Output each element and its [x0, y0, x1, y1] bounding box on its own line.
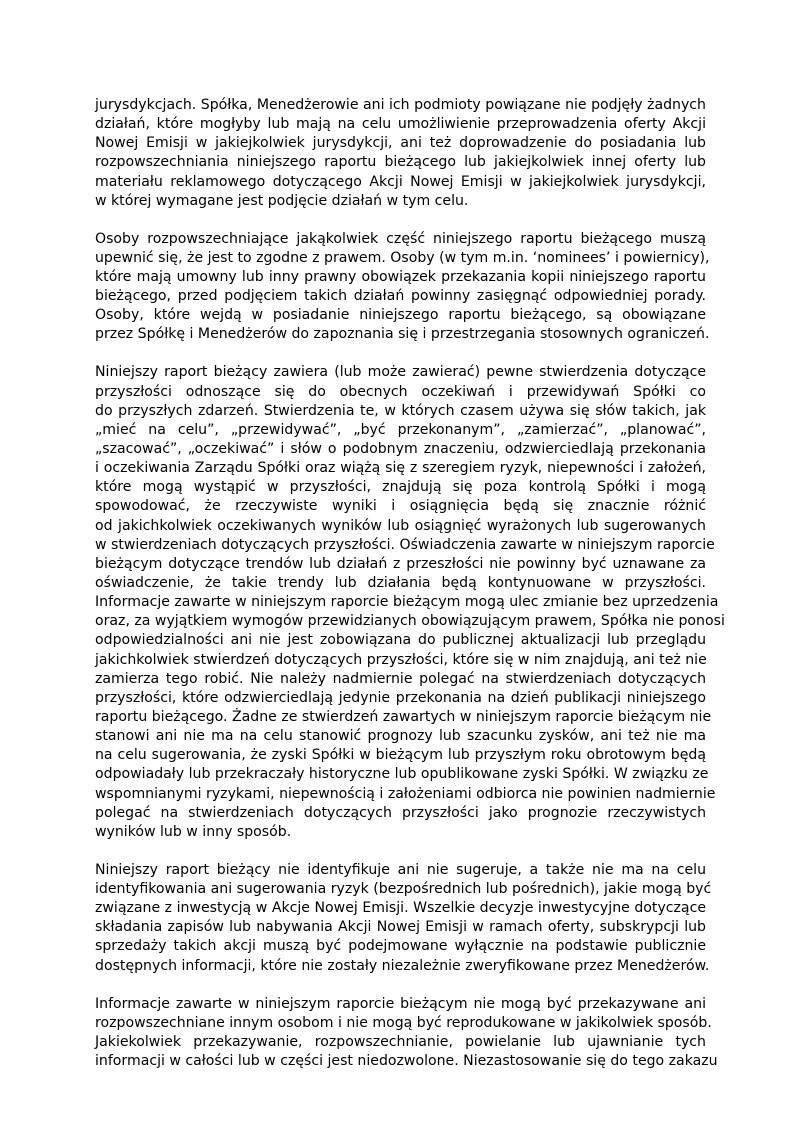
- paragraph-line: przyszłości, które odzwierciedlają jedynie przekonania na dzień publikacji niniejszego: [95, 689, 706, 706]
- paragraph-line: na celu sugerowania, że zyski Spółki w bieżącym lub przyszłym roku obrotowym będą: [95, 747, 706, 764]
- body-paragraph: [95, 230, 710, 345]
- paragraph-line: sprzedaży takich akcji muszą być podejmowane wyłącznie na podstawie publicznie: [95, 938, 706, 955]
- paragraph-line: działań, które mogłyby lub mają na celu umożliwienie przeprowadzenia oferty Akcji: [95, 116, 706, 133]
- paragraph-line: oświadczenie, że takie trendy lub działania będą kontynuowane w przyszłości.: [95, 575, 706, 592]
- paragraph-line: rozpowszechniane innym osobom i nie mogą być reprodukowane w jakikolwiek sposób.: [95, 1014, 712, 1031]
- paragraph-line: Nowej Emisji w jakiejkolwiek jurysdykcji, ani też doprowadzenie do posiadania lub: [95, 135, 706, 152]
- paragraph-line: Osoby, które wejdą w posiadanie niniejszego raportu bieżącego, są obowiązane: [95, 307, 706, 324]
- paragraph-line: zamierza tego robić. Nie należy nadmiernie polegać na stwierdzeniach dotyczących: [95, 670, 706, 687]
- paragraph-line: oraz, za wyjątkiem wymogów przewidzianych obowiązującym prawem, Spółka nie ponosi: [95, 613, 725, 630]
- paragraph-line: stanowi ani nie ma na celu stanowić prognozy lub szacunku zysków, ani też nie ma: [95, 728, 706, 745]
- paragraph-line: identyfikowania ani sugerowania ryzyk (bezpośrednich lub pośrednich), jakie mogą być: [95, 881, 712, 898]
- paragraph-line: Osoby rozpowszechniające jakąkolwiek część niniejszego raportu bieżącego muszą: [95, 230, 706, 247]
- paragraph-line: Informacje zawarte w niniejszym raporcie bieżącym nie mogą być przekazywane ani: [95, 995, 706, 1012]
- paragraph-line: przyszłości odnoszące się do obecnych oczekiwań i przewidywań Spółki co: [95, 383, 706, 400]
- paragraph-line: do przyszłych zdarzeń. Stwierdzenia te, w których czasem używa się słów takich, jak: [95, 402, 706, 419]
- paragraph-line: dostępnych informacji, które nie zostały niezależnie zweryfikowane przez Menedżerów.: [95, 957, 710, 974]
- document-page: [95, 96, 725, 1090]
- paragraph-line: „mieć na celu”, „przewidywać”, „być przekonanym”, „zamierzać”, „planować”,: [95, 421, 706, 438]
- paragraph-line: które mogą wystąpić w przyszłości, znajdują się poza kontrolą Spółki i mogą: [95, 479, 706, 496]
- paragraph-line: odpowiedzialności ani nie jest zobowiązana do publicznej aktualizacji lub przeglądu: [95, 632, 706, 649]
- paragraph-line: w stwierdzeniach dotyczących przyszłości. Oświadczenia zawarte w niniejszym raporcie: [95, 536, 715, 553]
- paragraph-line: jakichkolwiek stwierdzeń dotyczących przyszłości, które się w nim znajdują, ani też nie: [95, 651, 707, 668]
- paragraph-line: wyników lub w inny sposób.: [95, 823, 292, 840]
- paragraph-line: które mają umowny lub inny prawny obowiązek przekazania kopii niniejszego raportu: [95, 269, 706, 286]
- paragraph-line: wspomnianymi ryzykami, niepewnością i założeniami odbiorca nie powinien nadmiernie: [95, 785, 716, 802]
- paragraph-line: przez Spółkę i Menedżerów do zapoznania się i przestrzegania stosownych ograniczeń.: [95, 326, 710, 343]
- paragraph-line: spowodować, że rzeczywiste wyniki i osiągnięcia będą się znacznie różnić: [95, 498, 706, 515]
- paragraph-line: jurysdykcjach. Spółka, Menedżerowie ani ich podmioty powiązane nie podjęły żadnych: [95, 97, 706, 113]
- paragraph-line: raportu bieżącego. Żadne ze stwierdzeń zawartych w niniejszym raporcie bieżącym nie: [95, 709, 712, 725]
- paragraph-line: materiału reklamowego dotyczącego Akcji Nowej Emisji w jakiejkolwiek jurysdykcji,: [95, 173, 706, 190]
- paragraph-line: Jakiekolwiek przekazywanie, rozpowszechnianie, powielanie lub ujawnianie tych: [95, 1033, 706, 1050]
- paragraph-line: od jakichkolwiek oczekiwanych wyników lub osiągnięć wyrażonych lub sugerowanych: [95, 517, 706, 534]
- body-paragraph: [95, 363, 725, 842]
- paragraph-line: składania zapisów lub nabywania Akcji Nowej Emisji w ramach oferty, subskrypcji lub: [95, 919, 706, 936]
- paragraph-line: Niniejszy raport bieżący nie identyfikuje ani nie sugeruje, a także nie ma na celu: [95, 861, 706, 878]
- paragraph-line: Informacje zawarte w niniejszym raporcie bieżącym mogą ulec zmianie bez uprzedzenia: [95, 594, 719, 611]
- body-paragraph: [95, 995, 718, 1072]
- paragraph-line: związane z inwestycją w Akcje Nowej Emisji. Wszelkie decyzje inwestycyjne dotyczące: [95, 900, 706, 917]
- paragraph-line: upewnić się, że jest to zgodne z prawem. Osoby (w tym m.in. ‘nominees’ i powiernicy),: [95, 249, 710, 266]
- body-paragraph: [95, 96, 706, 211]
- paragraph-line: „szacować”, „oczekiwać” i słów o podobnym znaczeniu, odzwierciedlają przekonania: [95, 441, 706, 458]
- paragraph-line: bieżącym dotyczące trendów lub działań z przeszłości nie powinny być uznawane za: [95, 555, 706, 572]
- paragraph-line: informacji w całości lub w części jest niedozwolone. Niezastosowanie się do tego zakazu: [95, 1053, 718, 1070]
- paragraph-line: Niniejszy raport bieżący zawiera (lub może zawierać) pewne stwierdzenia dotyczące: [95, 364, 706, 381]
- paragraph-line: i oczekiwania Zarządu Spółki oraz wiążą się z szeregiem ryzyk, niepewności i założeń,: [95, 460, 706, 477]
- paragraph-line: bieżącego, przed podjęciem takich działań powinny zasięgnąć odpowiedniej porady.: [95, 288, 706, 305]
- paragraph-line: w której wymagane jest podjęcie działań w tym celu.: [95, 192, 469, 209]
- paragraph-line: odpowiadały lub przekraczały historyczne lub opublikowane zyski Spółki. W związku ze: [95, 766, 709, 783]
- paragraph-line: polegać na stwierdzeniach dotyczących przyszłości jako prognozie rzeczywistych: [95, 804, 706, 821]
- body-paragraph: [95, 861, 712, 976]
- paragraph-line: rozpowszechniania niniejszego raportu bieżącego lub jakiejkolwiek innej oferty lub: [95, 154, 706, 171]
